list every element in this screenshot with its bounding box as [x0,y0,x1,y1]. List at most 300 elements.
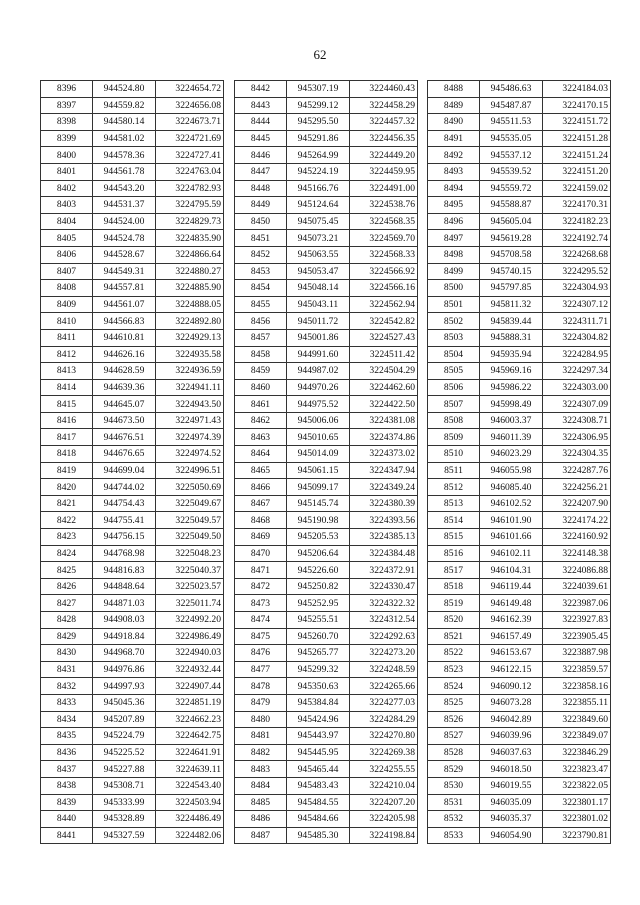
y-coordinate-cell: 3224568.35 [350,213,418,230]
y-coordinate-cell: 3223855.11 [543,694,611,711]
y-coordinate-cell: 3224304.82 [543,329,611,346]
x-coordinate-cell: 946035.09 [480,794,543,811]
point-number-cell: 8453 [235,263,287,280]
x-coordinate-cell: 945011.72 [287,313,350,330]
y-coordinate-cell: 3223849.07 [543,728,611,745]
table-row [428,412,611,429]
table-row [428,446,611,463]
x-coordinate-cell: 944987.02 [287,363,350,380]
point-number-cell: 8528 [428,744,480,761]
table-row [41,230,224,247]
y-coordinate-cell: 3224311.71 [543,313,611,330]
table-row [41,429,224,446]
y-coordinate-cell: 3223790.81 [543,827,611,844]
point-number-cell: 8425 [41,562,93,579]
x-coordinate-cell: 946149.48 [480,595,543,612]
x-coordinate-cell: 946104.31 [480,562,543,579]
y-coordinate-cell: 3223822.05 [543,777,611,794]
table-row [41,694,224,711]
table-row [428,313,611,330]
table-row [428,213,611,230]
x-coordinate-cell: 945485.30 [287,827,350,844]
x-coordinate-cell: 944580.14 [93,114,156,131]
y-coordinate-cell: 3225049.67 [156,495,224,512]
x-coordinate-cell: 945484.55 [287,794,350,811]
table-row [41,628,224,645]
table-row [41,97,224,114]
x-coordinate-cell: 945299.32 [287,661,350,678]
point-number-cell: 8481 [235,728,287,745]
x-coordinate-cell: 945307.19 [287,81,350,98]
x-coordinate-cell: 945740.15 [480,263,543,280]
point-number-cell: 8509 [428,429,480,446]
table-row [41,213,224,230]
x-coordinate-cell: 946153.67 [480,645,543,662]
table-row [235,446,418,463]
table-row [235,578,418,595]
x-coordinate-cell: 944991.60 [287,346,350,363]
table-row [428,280,611,297]
point-number-cell: 8402 [41,180,93,197]
table-row [235,777,418,794]
point-number-cell: 8530 [428,777,480,794]
point-number-cell: 8424 [41,545,93,562]
x-coordinate-cell: 944908.03 [93,612,156,629]
x-coordinate-cell: 945605.04 [480,213,543,230]
table-row [235,246,418,263]
table-row [428,147,611,164]
y-coordinate-cell: 3224569.70 [350,230,418,247]
table-row [41,562,224,579]
y-coordinate-cell: 3224457.32 [350,114,418,131]
point-number-cell: 8517 [428,562,480,579]
x-coordinate-cell: 946037.63 [480,744,543,761]
x-coordinate-cell: 946019.55 [480,777,543,794]
point-number-cell: 8469 [235,529,287,546]
point-number-cell: 8502 [428,313,480,330]
table-row [41,329,224,346]
x-coordinate-cell: 945061.15 [287,462,350,479]
x-coordinate-cell: 945226.60 [287,562,350,579]
table-row [235,529,418,546]
table-row [428,180,611,197]
table-row [41,811,224,828]
point-number-cell: 8531 [428,794,480,811]
table-row [41,761,224,778]
point-number-cell: 8492 [428,147,480,164]
table-row [235,744,418,761]
y-coordinate-cell: 3224380.39 [350,495,418,512]
point-number-cell: 8513 [428,495,480,512]
point-number-cell: 8417 [41,429,93,446]
table-row [235,512,418,529]
y-coordinate-cell: 3224673.71 [156,114,224,131]
x-coordinate-cell: 945075.45 [287,213,350,230]
x-coordinate-cell: 945308.71 [93,777,156,794]
point-number-cell: 8466 [235,479,287,496]
y-coordinate-cell: 3224151.72 [543,114,611,131]
point-number-cell: 8428 [41,612,93,629]
y-coordinate-cell: 3224210.04 [350,777,418,794]
table-row [41,114,224,131]
table-row [235,479,418,496]
y-coordinate-cell: 3225011.74 [156,595,224,612]
x-coordinate-cell: 944918.84 [93,628,156,645]
point-number-cell: 8523 [428,661,480,678]
y-coordinate-cell: 3224721.69 [156,130,224,147]
y-coordinate-cell: 3224312.54 [350,612,418,629]
table-row [235,545,418,562]
y-coordinate-cell: 3224974.39 [156,429,224,446]
y-coordinate-cell: 3224940.03 [156,645,224,662]
point-number-cell: 8415 [41,396,93,413]
point-number-cell: 8408 [41,280,93,297]
x-coordinate-cell: 946035.37 [480,811,543,828]
y-coordinate-cell: 3224269.38 [350,744,418,761]
y-coordinate-cell: 3224303.00 [543,379,611,396]
x-coordinate-cell: 945484.66 [287,811,350,828]
y-coordinate-cell: 3224639.11 [156,761,224,778]
point-number-cell: 8482 [235,744,287,761]
table-row [428,163,611,180]
x-coordinate-cell: 944816.83 [93,562,156,579]
point-number-cell: 8475 [235,628,287,645]
point-number-cell: 8400 [41,147,93,164]
table-row [428,811,611,828]
point-number-cell: 8441 [41,827,93,844]
y-coordinate-cell: 3224763.04 [156,163,224,180]
y-coordinate-cell: 3224929.13 [156,329,224,346]
table-row [41,246,224,263]
y-coordinate-cell: 3224888.05 [156,296,224,313]
y-coordinate-cell: 3224182.23 [543,213,611,230]
point-number-cell: 8462 [235,412,287,429]
x-coordinate-cell: 946085.40 [480,479,543,496]
point-number-cell: 8464 [235,446,287,463]
point-number-cell: 8487 [235,827,287,844]
y-coordinate-cell: 3224385.13 [350,529,418,546]
x-coordinate-cell: 946122.15 [480,661,543,678]
point-number-cell: 8438 [41,777,93,794]
y-coordinate-cell: 3224486.49 [156,811,224,828]
y-coordinate-cell: 3224292.63 [350,628,418,645]
table-row [41,794,224,811]
y-coordinate-cell: 3224511.42 [350,346,418,363]
point-number-cell: 8459 [235,363,287,380]
x-coordinate-cell: 945328.89 [93,811,156,828]
table-row [428,529,611,546]
table-row [235,147,418,164]
x-coordinate-cell: 945384.84 [287,694,350,711]
y-coordinate-cell: 3224207.90 [543,495,611,512]
y-coordinate-cell: 3224996.51 [156,462,224,479]
y-coordinate-cell: 3224381.08 [350,412,418,429]
point-number-cell: 8412 [41,346,93,363]
y-coordinate-cell: 3224642.75 [156,728,224,745]
point-number-cell: 8495 [428,197,480,214]
point-number-cell: 8479 [235,694,287,711]
table-row [428,645,611,662]
point-number-cell: 8519 [428,595,480,612]
x-coordinate-cell: 945998.49 [480,396,543,413]
table-row [235,130,418,147]
point-number-cell: 8477 [235,661,287,678]
table-row [428,462,611,479]
table-row [235,346,418,363]
y-coordinate-cell: 3223801.17 [543,794,611,811]
y-coordinate-cell: 3224974.52 [156,446,224,463]
table-row [41,462,224,479]
table-row [428,562,611,579]
y-coordinate-cell: 3224795.59 [156,197,224,214]
point-number-cell: 8458 [235,346,287,363]
table-row [428,728,611,745]
x-coordinate-cell: 944581.02 [93,130,156,147]
y-coordinate-cell: 3224347.94 [350,462,418,479]
y-coordinate-cell: 3223859.57 [543,661,611,678]
y-coordinate-cell: 3224986.49 [156,628,224,645]
table-row [41,313,224,330]
y-coordinate-cell: 3224459.95 [350,163,418,180]
point-number-cell: 8474 [235,612,287,629]
x-coordinate-cell: 945010.65 [287,429,350,446]
y-coordinate-cell: 3224538.76 [350,197,418,214]
y-coordinate-cell: 3224170.31 [543,197,611,214]
y-coordinate-cell: 3223887.98 [543,645,611,662]
table-row [235,794,418,811]
x-coordinate-cell: 944578.36 [93,147,156,164]
table-row [428,379,611,396]
point-number-cell: 8505 [428,363,480,380]
table-row [428,197,611,214]
table-row [428,230,611,247]
table-row [41,81,224,98]
table-row [235,678,418,695]
y-coordinate-cell: 3224265.66 [350,678,418,695]
table-row [235,81,418,98]
x-coordinate-cell: 945333.99 [93,794,156,811]
x-coordinate-cell: 944543.20 [93,180,156,197]
point-number-cell: 8507 [428,396,480,413]
x-coordinate-cell: 944528.67 [93,246,156,263]
y-coordinate-cell: 3224248.59 [350,661,418,678]
point-number-cell: 8401 [41,163,93,180]
point-number-cell: 8501 [428,296,480,313]
point-number-cell: 8414 [41,379,93,396]
y-coordinate-cell: 3224170.15 [543,97,611,114]
point-number-cell: 8435 [41,728,93,745]
x-coordinate-cell: 944524.00 [93,213,156,230]
y-coordinate-cell: 3224941.11 [156,379,224,396]
point-number-cell: 8498 [428,246,480,263]
x-coordinate-cell: 945099.17 [287,479,350,496]
point-number-cell: 8437 [41,761,93,778]
y-coordinate-cell: 3224462.60 [350,379,418,396]
point-number-cell: 8476 [235,645,287,662]
y-coordinate-cell: 3223858.16 [543,678,611,695]
point-number-cell: 8526 [428,711,480,728]
point-number-cell: 8405 [41,230,93,247]
table-row [235,213,418,230]
x-coordinate-cell: 945295.50 [287,114,350,131]
x-coordinate-cell: 944673.50 [93,412,156,429]
y-coordinate-cell: 3224460.43 [350,81,418,98]
x-coordinate-cell: 945207.89 [93,711,156,728]
x-coordinate-cell: 944997.93 [93,678,156,695]
point-number-cell: 8457 [235,329,287,346]
point-number-cell: 8413 [41,363,93,380]
point-number-cell: 8503 [428,329,480,346]
y-coordinate-cell: 3224566.16 [350,280,418,297]
y-coordinate-cell: 3224654.72 [156,81,224,98]
y-coordinate-cell: 3224284.29 [350,711,418,728]
x-coordinate-cell: 944628.59 [93,363,156,380]
point-number-cell: 8467 [235,495,287,512]
point-number-cell: 8433 [41,694,93,711]
y-coordinate-cell: 3224491.00 [350,180,418,197]
table-row [41,363,224,380]
table-row [428,595,611,612]
point-number-cell: 8529 [428,761,480,778]
point-number-cell: 8527 [428,728,480,745]
y-coordinate-cell: 3224086.88 [543,562,611,579]
table-row [235,329,418,346]
y-coordinate-cell: 3224297.34 [543,363,611,380]
x-coordinate-cell: 945483.43 [287,777,350,794]
y-coordinate-cell: 3224184.03 [543,81,611,98]
point-number-cell: 8450 [235,213,287,230]
point-number-cell: 8439 [41,794,93,811]
y-coordinate-cell: 3224829.73 [156,213,224,230]
table-row [428,296,611,313]
point-number-cell: 8504 [428,346,480,363]
x-coordinate-cell: 945888.31 [480,329,543,346]
x-coordinate-cell: 944531.37 [93,197,156,214]
y-coordinate-cell: 3224936.59 [156,363,224,380]
point-number-cell: 8419 [41,462,93,479]
table-row [41,661,224,678]
point-number-cell: 8423 [41,529,93,546]
y-coordinate-cell: 3224866.64 [156,246,224,263]
y-coordinate-cell: 3225049.50 [156,529,224,546]
x-coordinate-cell: 944756.15 [93,529,156,546]
y-coordinate-cell: 3224255.55 [350,761,418,778]
x-coordinate-cell: 944549.31 [93,263,156,280]
point-number-cell: 8472 [235,578,287,595]
point-number-cell: 8399 [41,130,93,147]
table-row [235,313,418,330]
y-coordinate-cell: 3224835.90 [156,230,224,247]
table-row [41,446,224,463]
table-row [235,280,418,297]
table-row [235,97,418,114]
table-row [41,578,224,595]
x-coordinate-cell: 946055.98 [480,462,543,479]
y-coordinate-cell: 3224277.03 [350,694,418,711]
y-coordinate-cell: 3224992.20 [156,612,224,629]
x-coordinate-cell: 944975.52 [287,396,350,413]
x-coordinate-cell: 945252.95 [287,595,350,612]
point-number-cell: 8468 [235,512,287,529]
point-number-cell: 8431 [41,661,93,678]
y-coordinate-cell: 3224543.40 [156,777,224,794]
point-number-cell: 8430 [41,645,93,662]
point-number-cell: 8478 [235,678,287,695]
y-coordinate-cell: 3224192.74 [543,230,611,247]
table-row [41,827,224,844]
x-coordinate-cell: 944768.98 [93,545,156,562]
y-coordinate-cell: 3224527.43 [350,329,418,346]
point-number-cell: 8518 [428,578,480,595]
table-row [428,512,611,529]
point-number-cell: 8461 [235,396,287,413]
table-row [428,346,611,363]
table-row [235,595,418,612]
y-coordinate-cell: 3224160.92 [543,529,611,546]
point-number-cell: 8489 [428,97,480,114]
point-number-cell: 8493 [428,163,480,180]
y-coordinate-cell: 3224304.35 [543,446,611,463]
table-row [41,645,224,662]
y-coordinate-cell: 3225049.57 [156,512,224,529]
y-coordinate-cell: 3224307.09 [543,396,611,413]
point-number-cell: 8436 [41,744,93,761]
table-row [235,263,418,280]
table-row [428,628,611,645]
table-row [428,363,611,380]
table-row [41,147,224,164]
y-coordinate-cell: 3223823.47 [543,761,611,778]
y-coordinate-cell: 3224568.33 [350,246,418,263]
y-coordinate-cell: 3224727.41 [156,147,224,164]
point-number-cell: 8443 [235,97,287,114]
x-coordinate-cell: 945465.44 [287,761,350,778]
point-number-cell: 8480 [235,711,287,728]
point-number-cell: 8407 [41,263,93,280]
point-number-cell: 8483 [235,761,287,778]
x-coordinate-cell: 944676.51 [93,429,156,446]
y-coordinate-cell: 3224641.91 [156,744,224,761]
point-number-cell: 8463 [235,429,287,446]
x-coordinate-cell: 945255.51 [287,612,350,629]
table-row [428,827,611,844]
y-coordinate-cell: 3224656.08 [156,97,224,114]
x-coordinate-cell: 945225.52 [93,744,156,761]
table-row [41,379,224,396]
y-coordinate-cell: 3224504.29 [350,363,418,380]
x-coordinate-cell: 944976.86 [93,661,156,678]
point-number-cell: 8490 [428,114,480,131]
point-number-cell: 8451 [235,230,287,247]
table-row [428,661,611,678]
point-number-cell: 8516 [428,545,480,562]
y-coordinate-cell: 3224270.80 [350,728,418,745]
table-row [235,562,418,579]
y-coordinate-cell: 3223987.06 [543,595,611,612]
table-row [235,363,418,380]
table-row [428,329,611,346]
y-coordinate-cell: 3224308.71 [543,412,611,429]
x-coordinate-cell: 944566.83 [93,313,156,330]
point-number-cell: 8418 [41,446,93,463]
x-coordinate-cell: 944561.07 [93,296,156,313]
x-coordinate-cell: 944561.78 [93,163,156,180]
y-coordinate-cell: 3224306.95 [543,429,611,446]
table-row [235,114,418,131]
y-coordinate-cell: 3224151.20 [543,163,611,180]
table-row [41,595,224,612]
x-coordinate-cell: 945265.77 [287,645,350,662]
